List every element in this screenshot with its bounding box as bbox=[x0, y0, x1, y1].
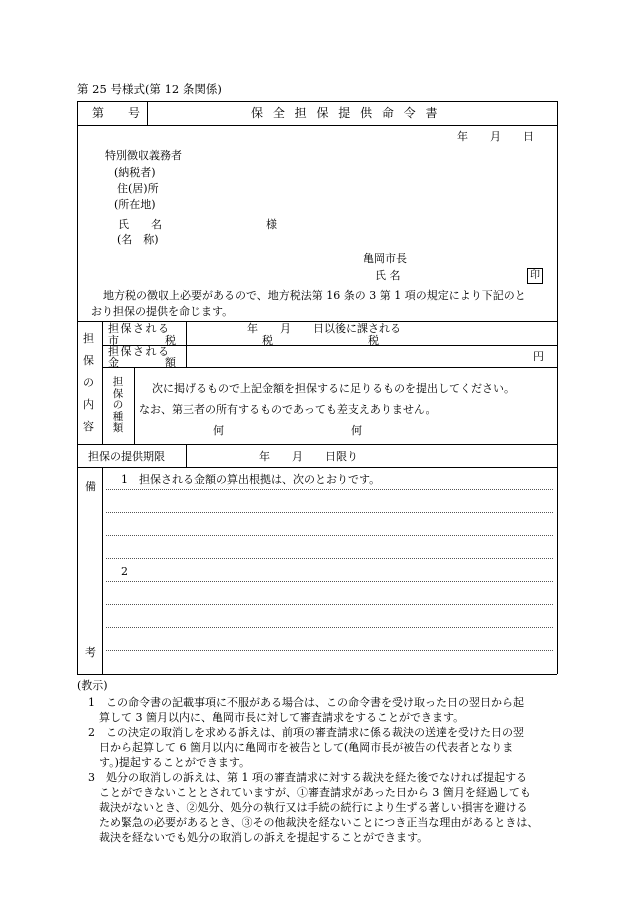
kind-side-label: 担 保 の 種 類 bbox=[112, 376, 124, 434]
amount-row-label-2: 金 額 bbox=[108, 356, 176, 369]
kind-text-1: 次に掲げるもので上記金額を担保するに足りるものを提出してください。 bbox=[152, 382, 515, 395]
notice-line-2: 算して 3 箇月以内に、亀岡市長に対して審査請求をすることができます。 bbox=[99, 711, 465, 724]
tax-row-label-2: 市 税 bbox=[108, 334, 176, 347]
sama-honorific: 様 bbox=[266, 218, 277, 231]
document-number-cell: 第 号 bbox=[92, 106, 141, 120]
table-border-left bbox=[77, 101, 78, 674]
notice-line-3: 2 この決定の取消しを求める訴えは、前項の審査請求に係る裁決の送達を受けた日の翌 bbox=[88, 726, 524, 739]
notice-title: (教示) bbox=[77, 679, 108, 692]
amount-unit: 円 bbox=[533, 350, 544, 363]
notice-line-5: す。)提起することができます。 bbox=[99, 756, 251, 769]
tax-type-2: 税 bbox=[368, 334, 379, 347]
kind-text-2: なお、第三者の所有するものであっても差支えありません。 bbox=[139, 403, 437, 416]
amount-row-label-1: 担保される bbox=[108, 345, 171, 358]
seal-stamp: 印 bbox=[527, 268, 543, 284]
kind-nani-1: 何 bbox=[213, 424, 224, 437]
intro-line-2: おり担保の提供を命じます。 bbox=[91, 305, 234, 318]
table-border-bottom bbox=[77, 674, 557, 675]
notice-line-10: 裁決を経ないでも処分の取消しの訴えを提起することができます。 bbox=[99, 831, 429, 844]
taxpayer-label: (納税者) bbox=[114, 166, 156, 179]
intro-line-1: 地方税の徴収上必要があるので、地方税法第 16 条の 3 第 1 項の規定により下記のと bbox=[103, 289, 526, 302]
notice-line-4: 日から起算して 6 箇月以内に亀岡市を被告として(亀岡市長が被告の代表者となりま bbox=[99, 741, 514, 754]
tax-period-text: 年 月 日以後に課される bbox=[247, 322, 401, 335]
obligor-title: 特別徴収義務者 bbox=[105, 149, 182, 162]
tax-row-label-1: 担保される bbox=[108, 322, 171, 335]
notice-line-9: ため緊急の必要があるとき、③その他裁決を経ないことにつき正当な理由があるときは、 bbox=[99, 816, 539, 829]
remarks-item-1: 1 担保される金額の算出根拠は、次のとおりです。 bbox=[121, 473, 381, 486]
notice-line-8: 裁決がないとき、②処分、処分の執行又は手続の続行により生ずる著しい損害を避ける bbox=[99, 801, 528, 814]
remarks-side-top: 備 bbox=[85, 480, 96, 493]
location-label: (所在地) bbox=[114, 198, 156, 211]
period-label: 担保の提供期限 bbox=[88, 450, 165, 463]
content-side-label: 担 保 の 内 容 bbox=[83, 332, 94, 433]
table-border-top bbox=[77, 101, 557, 102]
kind-nani-2: 何 bbox=[351, 424, 362, 437]
form-label: 第 25 号様式(第 12 条関係) bbox=[77, 82, 222, 96]
issue-date: 年 月 日 bbox=[457, 130, 534, 143]
document-title: 保 全 担 保 提 供 命 令 書 bbox=[251, 106, 441, 120]
notice-line-7: ことができないこととされていますが、①審査請求があった日から 3 箇月を経過しても bbox=[99, 786, 531, 799]
tax-type-1: 税 bbox=[262, 334, 273, 347]
period-value: 年 月 日限り bbox=[259, 450, 358, 463]
mayor-name-label: 氏 名 bbox=[375, 269, 401, 282]
remarks-item-2: 2 bbox=[121, 565, 128, 578]
notice-line-1: 1 この命令書の記載事項に不服がある場合は、この命令書を受け取った日の翌日から起 bbox=[88, 696, 524, 709]
name-label: 氏 名 bbox=[118, 218, 162, 231]
address-label: 住(居)所 bbox=[117, 182, 159, 195]
mayor-title: 亀岡市長 bbox=[363, 252, 407, 265]
company-name-label: (名 称) bbox=[117, 233, 159, 246]
notice-line-6: 3 処分の取消しの訴えは、第 1 項の審査請求に対する裁決を経た後でなければ提起する bbox=[88, 771, 527, 784]
remarks-side-bottom: 考 bbox=[85, 646, 96, 659]
table-border-right bbox=[557, 101, 558, 674]
